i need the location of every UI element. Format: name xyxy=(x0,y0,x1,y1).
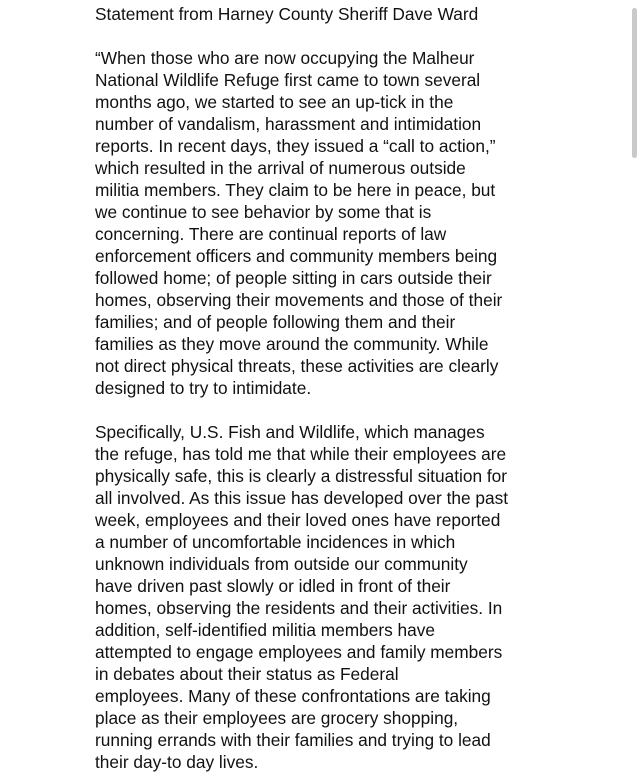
statement-document xyxy=(95,0,635,773)
text-line: the refuge, has told me that while their employees are xyxy=(95,444,507,464)
text-line: “When those who are now occupying the Malheur xyxy=(95,48,475,68)
statement-title: Statement from Harney County Sheriff Dave Ward xyxy=(95,4,479,24)
text-line: which resulted in the arrival of numerous outside xyxy=(95,158,466,178)
scrollbar-thumb[interactable] xyxy=(632,8,637,158)
text-line: place as their employees are grocery shopping, xyxy=(95,708,459,728)
text-line: number of vandalism, harassment and intimidation xyxy=(95,114,482,134)
text-line: have driven past slowly or idled in front of their xyxy=(95,576,451,596)
paragraph-2 xyxy=(95,421,635,773)
text-line: running errands with their families and trying to lead xyxy=(95,730,491,750)
text-line: in debates about their status as Federal xyxy=(95,664,399,684)
text-line: homes, observing the residents and their activities. In xyxy=(95,598,503,618)
text-line: militia members. They claim to be here in peace, but xyxy=(95,180,496,200)
text-line: designed to try to intimidate. xyxy=(95,378,312,398)
text-line: addition, self-identified militia members have xyxy=(95,620,436,640)
text-line: physically safe, this is clearly a distressful situation for xyxy=(95,466,508,486)
text-line: their day-to day lives. xyxy=(95,752,259,772)
text-line: Specifically, U.S. Fish and Wildlife, which manages xyxy=(95,422,485,442)
text-line: families; and of people following them and their xyxy=(95,312,456,332)
text-line: a number of uncomfortable incidences in which xyxy=(95,532,456,552)
text-line: National Wildlife Refuge first came to town several xyxy=(95,70,481,90)
scrollbar[interactable] xyxy=(630,0,638,780)
text-line: unknown individuals from outside our community xyxy=(95,554,468,574)
text-line: families as they move around the community. While xyxy=(95,334,489,354)
text-line: employees. Many of these confrontations are taking xyxy=(95,686,491,706)
text-line: all involved. As this issue has developed over the past xyxy=(95,488,509,508)
text-line: months ago, we started to see an up-tick in the xyxy=(95,92,454,112)
text-line: not direct physical threats, these activities are clearly xyxy=(95,356,499,376)
text-line: we continue to see behavior by some that is xyxy=(95,202,432,222)
text-line: reports. In recent days, they issued a “call to action,” xyxy=(95,136,496,156)
text-line: followed home; of people sitting in cars outside their xyxy=(95,268,492,288)
text-line: homes, observing their movements and those of their xyxy=(95,290,503,310)
text-line: week, employees and their loved ones have reported xyxy=(95,510,501,530)
paragraph-1 xyxy=(95,47,635,399)
text-line: attempted to engage employees and family members xyxy=(95,642,503,662)
text-line: enforcement officers and community members being xyxy=(95,246,498,266)
text-line: concerning. There are continual reports of law xyxy=(95,224,447,244)
